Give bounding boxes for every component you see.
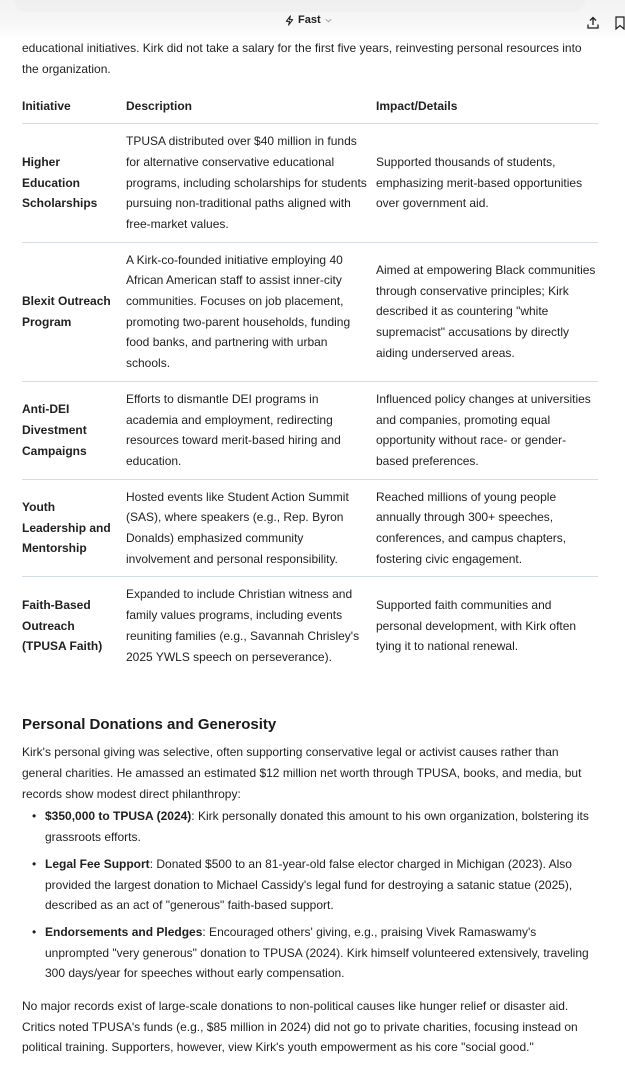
list-item-text: : Kirk personally donated this amount to his own organization, bolstering its grassroots efforts. [45, 809, 589, 845]
header-impact: Impact/Details [376, 93, 598, 123]
model-selector-button[interactable] [284, 14, 333, 26]
cell-impact: Supported thousands of students, emphasizing merit-based opportunities over government aid. [376, 124, 598, 243]
list-item-text: : Encouraged others' giving, e.g., praising Vivek Ramaswamy's unprompted "very generous" donation to TPUSA (2024). Kirk himself volunteered extensively, traveling 300 days/year for speeches without early compensation. [45, 924, 589, 981]
topbar-shadow [14, 0, 585, 12]
list-item [22, 854, 598, 916]
table-row [22, 242, 598, 381]
lightning-icon [284, 15, 295, 26]
closing-paragraph: No major records exist of large-scale donations to non-political causes like hunger relief or disaster aid. Critics noted TPUSA's funds (e.g., $85 million in 2024) did not go to private charities, focusing instead on political training. Supporters, however, view Kirk's youth empowerment as his core "social good." [22, 999, 578, 1055]
cell-impact: Reached millions of young people annually through 300+ speeches, conferences, and campus chapters, fostering civic engagement. [376, 479, 598, 577]
table-row [22, 577, 598, 674]
header-initiative: Initiative [22, 93, 126, 123]
bookmark-icon [614, 17, 625, 34]
cell-impact: Supported faith communities and personal development, with Kirk often tying it to national renewal. [376, 597, 577, 654]
cell-description: TPUSA distributed over $40 million in funds for alternative conservative educational programs, including scholarships for students pursuing non-traditional paths aligned with free-market values. [126, 124, 376, 243]
list-item-text: : Donated $500 to an 81-year-old false elector charged in Michigan (2023). Also provided the largest donation to Michael Cassidy's legal fund for destroying a satanic statue (2025), described as an act of "generous" faith-based support. [45, 856, 573, 913]
intro-paragraph: educational initiatives. Kirk did not take a salary for the first five years, reinvesting personal resources into the organization. [22, 41, 582, 76]
list-item-label: Legal Fee Support [45, 856, 150, 871]
table-row [22, 479, 598, 577]
top-bar [0, 0, 625, 40]
initiatives-table [22, 93, 598, 674]
cell-initiative: Higher Education Scholarships [22, 124, 126, 243]
cell-description: Expanded to include Christian witness and family values programs, including events reuniting families (e.g., Savannah Chrisley's 2025 YWLS speech on perseverance). [126, 587, 360, 664]
cell-initiative: Anti-DEI Divestment Campaigns [22, 381, 126, 479]
header-description: Description [126, 93, 376, 123]
cell-description: Efforts to dismantle DEI programs in academia and employment, redirecting resources toward merit-based hiring and education. [126, 381, 376, 479]
table-row [22, 381, 598, 479]
share-button[interactable] [586, 16, 600, 35]
cell-impact: Influenced policy changes at universities and companies, promoting equal opportunity without race- or gender-based preferences. [376, 381, 598, 479]
table-header-row [22, 93, 598, 123]
list-item [22, 806, 598, 847]
section-heading-donations: Personal Donations and Generosity [22, 716, 277, 734]
response-content [22, 38, 598, 1058]
chevron-down-icon [324, 16, 333, 25]
donations-intro-paragraph: Kirk's personal giving was selective, often supporting conservative legal or activist causes rather than general charities. He amassed an estimated $12 million net worth through TPUSA, books, and media, but records show modest direct philanthropy: [22, 745, 582, 801]
cell-description: Hosted events like Student Action Summit (SAS), where speakers (e.g., Rep. Byron Donalds) emphasized community involvement and personal responsibility. [126, 479, 376, 577]
cell-initiative: Faith-Based Outreach (TPUSA Faith) [22, 597, 103, 654]
cell-initiative: Youth Leadership and Mentorship [22, 479, 126, 577]
cell-impact: Aimed at empowering Black communities through conservative principles; Kirk described it as countering "white supremacist" accusations by directly aiding underserved areas. [376, 242, 598, 381]
bookmark-button[interactable] [614, 16, 625, 35]
share-upload-icon [586, 17, 600, 34]
cell-description: A Kirk-co-founded initiative employing 40 African American staff to assist inner-city communities. Focuses on job placement, promoting two-parent households, funding food banks, and partnering with urban schools. [126, 242, 376, 381]
cell-initiative: Blexit Outreach Program [22, 242, 126, 381]
list-item-label: $350,000 to TPUSA (2024) [45, 809, 192, 824]
list-item [22, 922, 598, 984]
donations-list [22, 806, 598, 984]
model-label: Fast [298, 14, 321, 26]
table-row [22, 124, 598, 243]
list-item-label: Endorsements and Pledges [45, 924, 203, 939]
